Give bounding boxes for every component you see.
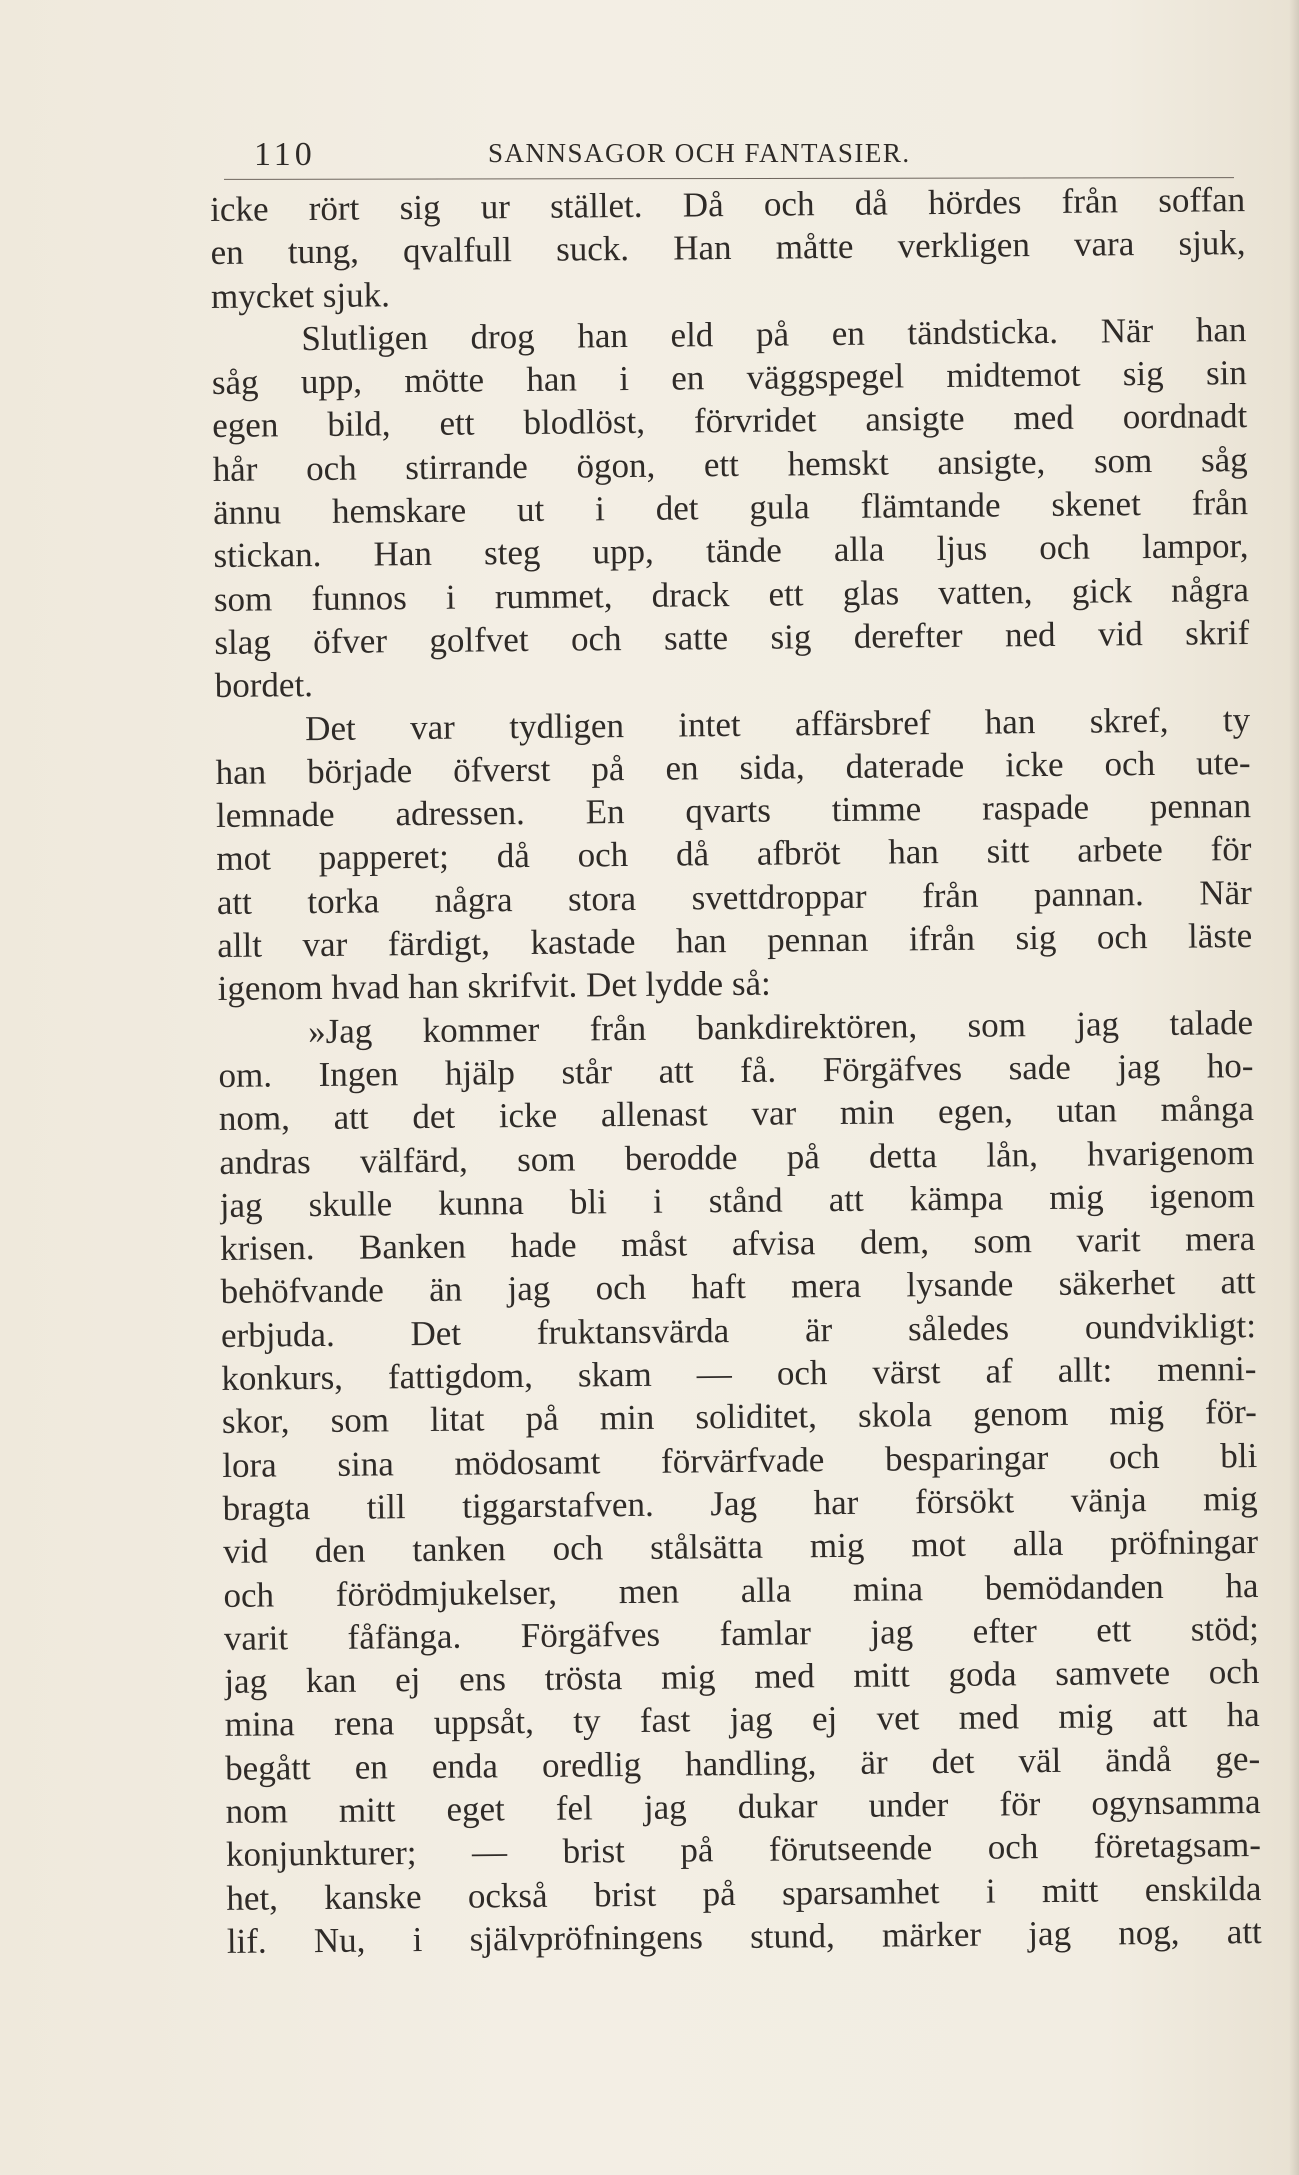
text-line: jag skulle kunna bli i stånd att kämpa mig igenom (219, 1175, 1255, 1225)
text-line: lemnade adressen. En qvarts timme raspade pennan (215, 786, 1252, 836)
text-line: mycket sjuk. (210, 274, 391, 316)
text-line: nom mitt eget fel jag dukar under för ogynsamma (225, 1781, 1261, 1831)
text-line: lif. Nu, i självpröfningens stund, märker jag nog, att (226, 1911, 1262, 1961)
text-line: krisen. Banken hade måst afvisa dem, som varit mera (219, 1219, 1256, 1269)
text-line: vid den tanken och stålsätta mig mot alla pröfningar (222, 1522, 1259, 1572)
text-line: allt var färdigt, kastade han pennan ifrån sig och läste (217, 916, 1253, 966)
text-line: konjunkturer; — brist på förutseende och företagsam- (225, 1825, 1262, 1875)
text-line: och förödmjukelser, men alla mina bemödanden ha (223, 1565, 1259, 1615)
text-line: erbjuda. Det fruktansvärda är således oundvikligt: (220, 1305, 1257, 1355)
text-line: begått en enda oredlig handling, är det väl ändå ge- (224, 1738, 1261, 1788)
text-line: »Jag kommer från bankdirektören, som jag talade (307, 1002, 1254, 1051)
text-line: hår och stirrande ögon, ett hemskt ansigte, som såg (212, 439, 1248, 489)
text-line: konkurs, fattigdom, skam — och värst af allt: menni- (221, 1349, 1257, 1398)
text-line: bragta till tiggarstafven. Jag har försökt vänja mig (222, 1478, 1258, 1528)
text-line: behöfvande än jag och haft mera lysande säkerhet att (220, 1262, 1256, 1312)
text-line: egen bild, ett blodlöst, förvridet ansigte med oordnadt (212, 396, 1248, 446)
body-text (210, 178, 1262, 1963)
text-line: slag öfver golfvet och satte sig derefter ned vid skrif (214, 613, 1250, 662)
page-number: 110 (254, 136, 316, 173)
text-line: en tung, qvalfull suck. Han måtte verkligen vara sjuk, (210, 223, 1246, 273)
text-line: att torka några stora svettdroppar från pannan. När (216, 872, 1252, 922)
text-line: jag kan ej ens trösta mig med mitt goda samvete och (224, 1652, 1260, 1702)
text-line: andras välfärd, som berodde på detta lån, hvarigenom (219, 1132, 1255, 1182)
text-line: skor, som litat på min soliditet, skola genom mig för- (221, 1392, 1257, 1442)
text-line: såg upp, mötte han i en väggspegel midtemot sig sin (211, 353, 1248, 403)
text-line: ännu hemskare ut i det gula flämtande skenet från (212, 483, 1249, 533)
text-line: bordet. (214, 665, 314, 706)
text-line: icke rört sig ur stället. Då och då hördes från soffan (210, 180, 1246, 229)
page-header (254, 128, 1239, 178)
text-line: Det var tydligen intet affärsbref han skref, ty (305, 699, 1251, 748)
text-line: om. Ingen hjälp står att få. Förgäfves sade jag ho- (218, 1045, 1254, 1095)
text-line: varit fåfänga. Förgäfves famlar jag efter ett stöd; (223, 1608, 1260, 1658)
text-line: mina rena uppsåt, ty fast jag ej vet med mig att ha (224, 1695, 1260, 1745)
text-line: Slutligen drog han eld på en tändsticka. När han (301, 309, 1247, 359)
text-line: som funnos i rummet, drack ett glas vatten, gick några (213, 569, 1250, 619)
text-line: han började öfverst på en sida, daterade icke och ute- (215, 742, 1251, 792)
text-line: nom, att det icke allenast var min egen, utan många (218, 1089, 1255, 1139)
text-line: lora sina mödosamt förvärfvade besparingar och bli (222, 1435, 1258, 1485)
text-line: mot papperet; då och då afbröt han sitt arbete för (216, 829, 1252, 879)
text-line: igenom hvad han skrifvit. Det lydde så: (217, 963, 771, 1009)
running-title: SANNSAGOR OCH FANTASIER. (488, 138, 911, 168)
text-line: stickan. Han steg upp, tände alla ljus och lampor, (213, 526, 1249, 576)
text-line: het, kanske också brist på sparsamhet i mitt enskilda (226, 1868, 1262, 1918)
page-edge-shadow (1289, 0, 1299, 2175)
